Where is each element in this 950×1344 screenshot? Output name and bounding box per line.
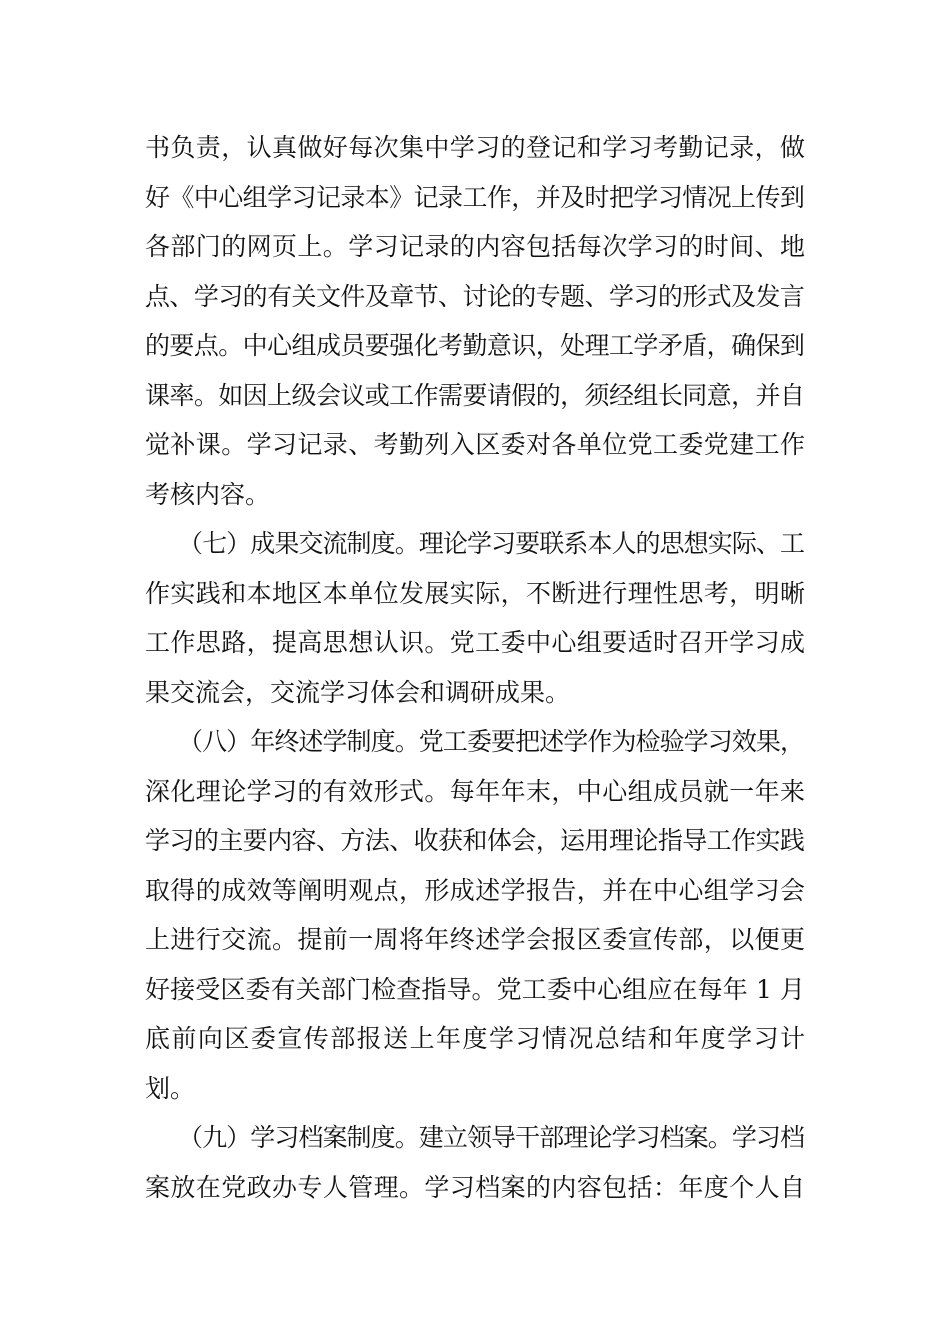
body-text-line: 取得的成效等阐明观点，形成述学报告，并在中心组学习会 bbox=[145, 876, 806, 905]
body-text-line: 深化理论学习的有效形式。每年年末，中心组成员就一年来 bbox=[145, 777, 806, 806]
body-text-line: 工作思路，提高思想认识。党工委中心组要适时召开学习成 bbox=[145, 628, 806, 657]
body-text-line: 课率。如因上级会议或工作需要请假的，须经组长同意，并自 bbox=[145, 381, 805, 410]
body-text-line: 觉补课。学习记录、考勤列入区委对各单位党工委党建工作 bbox=[145, 430, 806, 459]
body-text-line: （八）年终述学制度。党工委要把述学作为检验学习效果， bbox=[178, 727, 805, 756]
body-text-line: 果交流会，交流学习体会和调研成果。 bbox=[145, 678, 571, 707]
body-text-line: 的要点。中心组成员要强化考勤意识，处理工学矛盾，确保到 bbox=[145, 331, 805, 360]
body-text-line: 划。 bbox=[145, 1074, 196, 1103]
body-text-line: 考核内容。 bbox=[145, 480, 271, 509]
body-text-line: 底前向区委宣传部报送上年度学习情况总结和年度学习计 bbox=[145, 1024, 807, 1053]
body-text-line: 学习的主要内容、方法、收获和体会，运用理论指导工作实践 bbox=[145, 826, 805, 855]
body-text-line: （九）学习档案制度。建立领导干部理论学习档案。学习档 bbox=[178, 1123, 805, 1152]
body-text-line: 好《中心组学习记录本》记录工作，并及时把学习情况上传到 bbox=[145, 183, 805, 212]
body-text-line: 好接受区委有关部门检查指导。党工委中心组应在每年 1 月 bbox=[145, 975, 806, 1004]
body-text-line: 上进行交流。提前一周将年终述学会报区委宣传部，以便更 bbox=[145, 925, 806, 954]
body-text-line: 点、学习的有关文件及章节、讨论的专题、学习的形式及发言 bbox=[145, 282, 805, 311]
body-text-line: 各部门的网页上。学习记录的内容包括每次学习的时间、地 bbox=[145, 232, 806, 261]
body-text-line: 案放在党政办专人管理。学习档案的内容包括：年度个人自 bbox=[145, 1173, 806, 1202]
body-text-line: 书负责，认真做好每次集中学习的登记和学习考勤记录，做 bbox=[145, 133, 806, 162]
body-text-line: 作实践和本地区本单位发展实际，不断进行理性思考，明晰 bbox=[145, 579, 806, 608]
body-text-line: （七）成果交流制度。理论学习要联系本人的思想实际、工 bbox=[178, 529, 805, 558]
